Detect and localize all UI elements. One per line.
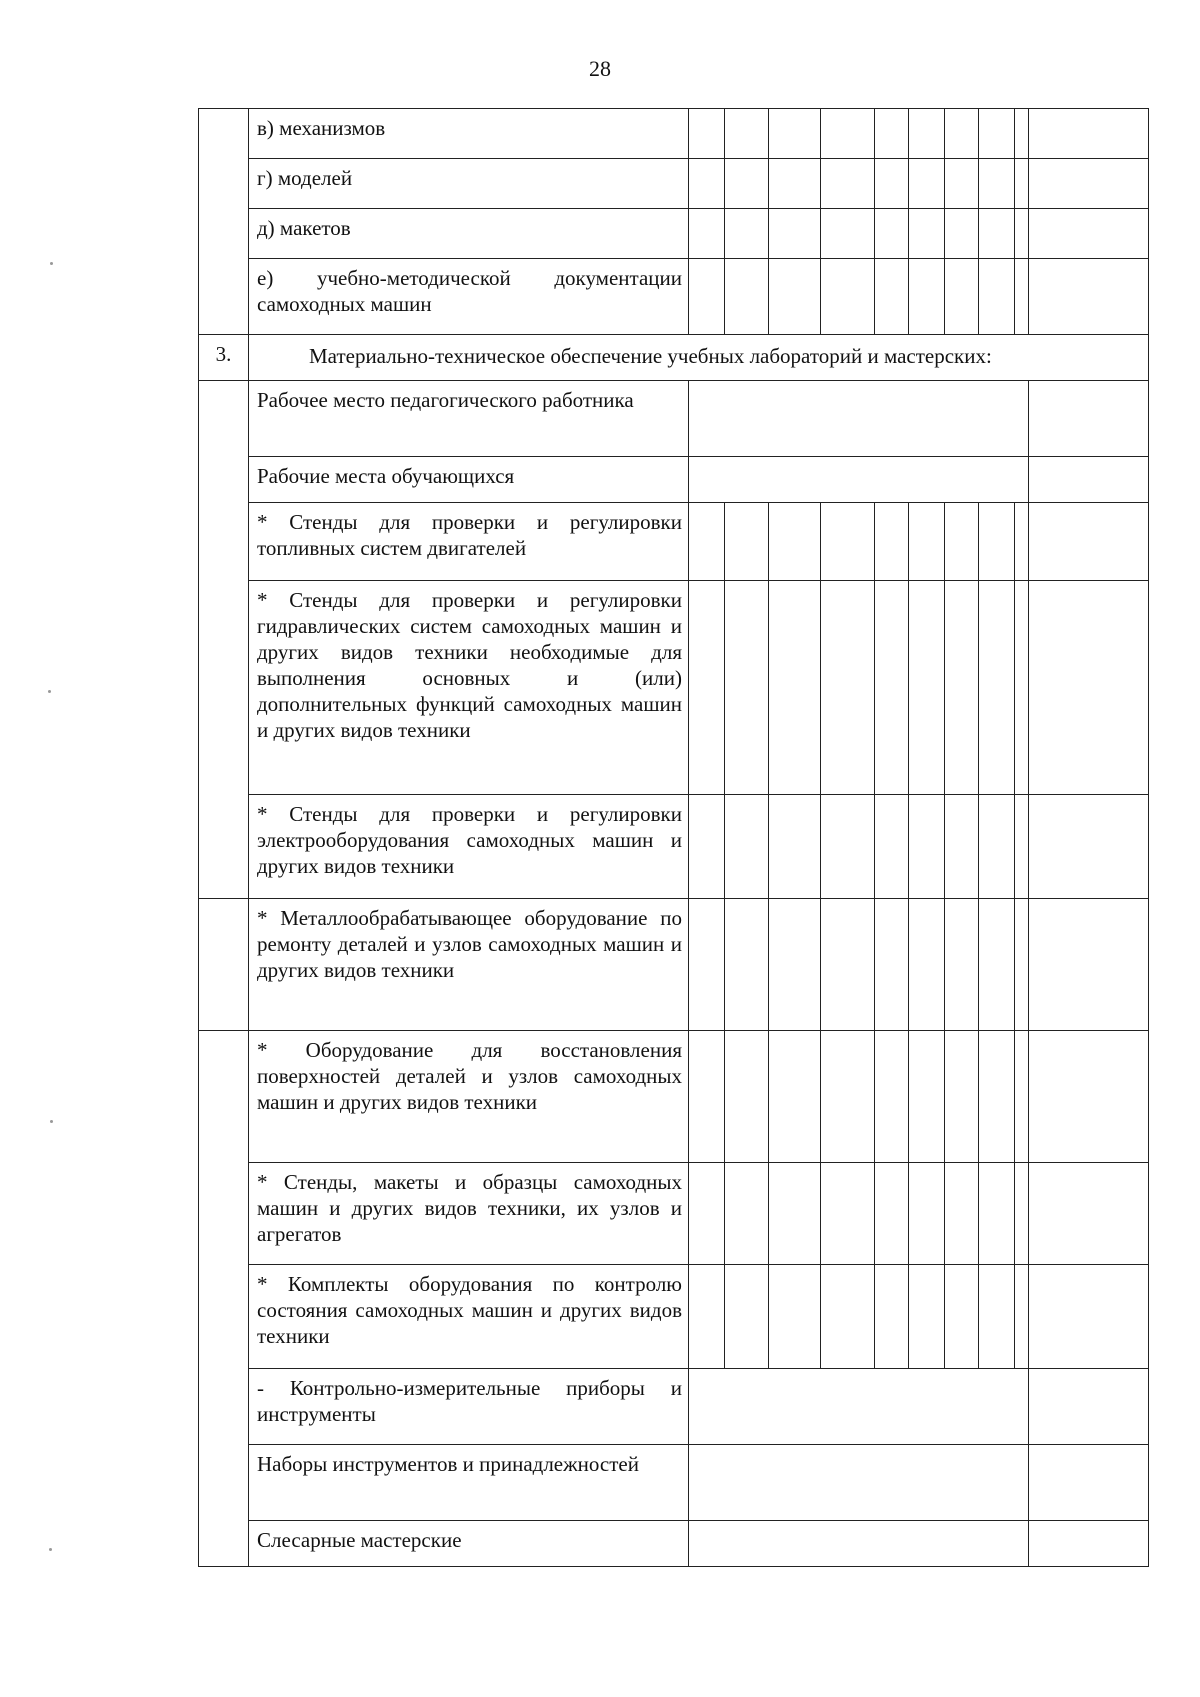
section-title: Материально-техническое обеспечение учебных лабораторий и мастерских:: [249, 335, 1149, 381]
table-row: [199, 109, 1149, 159]
merged-cell: [689, 1369, 1029, 1445]
merged-cell: [689, 457, 1029, 503]
table-row: [199, 795, 1149, 899]
row-description: в) механизмов: [249, 109, 689, 159]
merged-cell: [689, 1521, 1029, 1567]
number-cell: [199, 109, 249, 335]
merged-cell: [689, 381, 1029, 457]
table-row: [199, 159, 1149, 209]
table-row: [199, 457, 1149, 503]
table-row: [199, 1521, 1149, 1567]
document-sheet: [198, 108, 1149, 1567]
row-description: Наборы инструментов и принадлежностей: [249, 1445, 689, 1521]
row-description: * Стенды для проверки и регулировки электрооборудования самоходных машин и других видов техники: [249, 795, 689, 899]
table-row: [199, 381, 1149, 457]
table-row: [199, 209, 1149, 259]
equipment-table: [198, 108, 1149, 1567]
row-description: г) моделей: [249, 159, 689, 209]
table-row: [199, 899, 1149, 1031]
page-number: 28: [589, 56, 611, 81]
scan-speck: [48, 690, 51, 693]
table-row: [199, 259, 1149, 335]
merged-cell: [689, 1445, 1029, 1521]
table-row: [199, 1369, 1149, 1445]
table-row: [199, 1445, 1149, 1521]
row-description: * Оборудование для восстановления поверхностей деталей и узлов самоходных машин и других видов техники: [249, 1031, 689, 1163]
table-row: [199, 581, 1149, 795]
table-row: [199, 1265, 1149, 1369]
table-row: [199, 1163, 1149, 1265]
row-description: Слесарные мастерские: [249, 1521, 689, 1567]
scan-speck: [50, 262, 53, 265]
row-description: Рабочее место педагогического работника: [249, 381, 689, 457]
number-cell: [199, 381, 249, 899]
section-heading-row: [199, 335, 1149, 381]
row-description: - Контрольно-измерительные приборы и инструменты: [249, 1369, 689, 1445]
row-description: д) макетов: [249, 209, 689, 259]
row-description: * Комплекты оборудования по контролю состояния самоходных машин и других видов техники: [249, 1265, 689, 1369]
scan-speck: [49, 1548, 52, 1551]
row-description: е) учебно-методической документации самоходных машин: [249, 259, 689, 335]
table-row: [199, 1031, 1149, 1163]
number-cell: [199, 899, 249, 1031]
row-description: * Стенды, макеты и образцы самоходных машин и других видов техники, их узлов и агрегатов: [249, 1163, 689, 1265]
table-row: [199, 503, 1149, 581]
row-description: * Стенды для проверки и регулировки топливных систем двигателей: [249, 503, 689, 581]
scan-speck: [50, 1120, 53, 1123]
row-description: Рабочие места обучающихся: [249, 457, 689, 503]
row-description: * Металлообрабатывающее оборудование по ремонту деталей и узлов самоходных машин и других видов техники: [249, 899, 689, 1031]
number-cell: [199, 1031, 249, 1567]
row-description: * Стенды для проверки и регулировки гидравлических систем самоходных машин и других видов техники необходимые для выполнения основных и (или) дополнительных функций самоходных машин и других видов техники: [249, 581, 689, 795]
section-number: 3.: [199, 335, 249, 381]
